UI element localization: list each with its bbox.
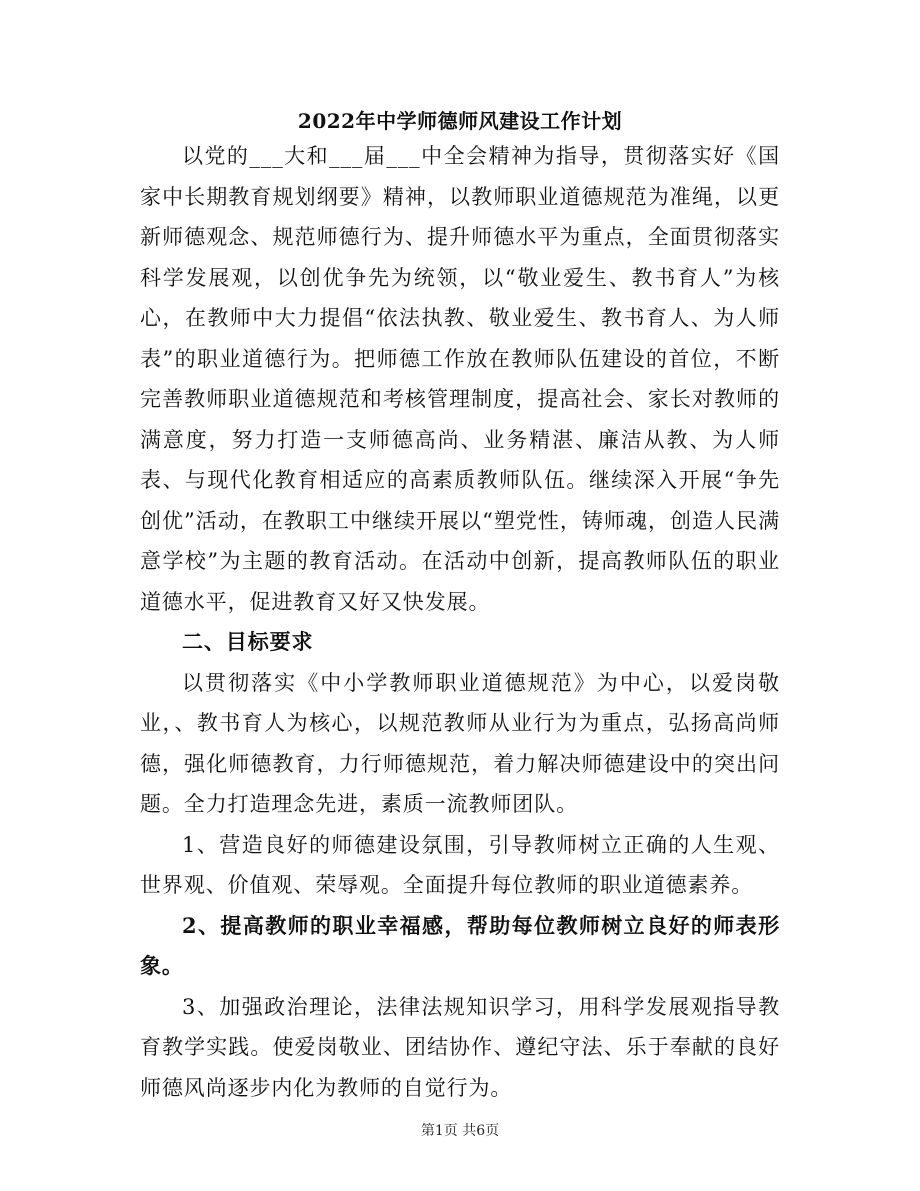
goal-item-1: 1、营造良好的师德建设氛围，引导教师树立正确的人生观、世界观、价值观、荣辱观。全面提升每位教师的职业道德素养。 xyxy=(140,832,780,897)
goal-item-3: 3、加强政治理论，法律法规知识学习，用科学发展观指导教育教学实践。使爱岗敬业、团结协作、遵纪守法、乐于奉献的良好师德风尚逐步内化为教师的自觉行为。 xyxy=(140,994,780,1100)
section-heading-goals: 二、目标要求 xyxy=(182,629,314,654)
goal-item-2: 2、提高教师的职业幸福感，帮助每位教师树立良好的师表形象。 xyxy=(140,912,780,978)
goals-paragraph: 以贯彻落实《中小学教师职业道德规范》为中心，以爱岗敬业，、教书育人为核心，以规范教师从业行为为重点，弘扬高尚师德，强化师德教育，力行师德规范，着力解决师德建设中的突出问题。全力打造理念先进，素质一流教师团队。 xyxy=(140,670,780,816)
document-body xyxy=(140,136,780,1108)
page-number-footer: 第1页 共6页 xyxy=(420,1123,500,1139)
intro-paragraph: 以党的___大和___届___中全会精神为指导，贯彻落实好《国家中长期教育规划纲要》精神，以教师职业道德规范为准绳，以更新师德观念、规范师德行为、提升师德水平为重点，全面贯彻落实科学发展观，以创优争先为统领，以“敬业爱生、教书育人”为核心，在教师中大力提倡“依法执教、敬业爱生、教书育人、为人师表”的职业道德行为。把师德工作放在教师队伍建设的首位，不断完善教师职业道德规范和考核管理制度，提高社会、家长对教师的满意度，努力打造一支师德高尚、业务精湛、廉洁从教、为人师表、与现代化教育相适应的高素质教师队伍。继续深入开展“争先创优”活动，在教职工中继续开展以“塑党性，铸师魂，创造人民满意学校”为主题的教育活动。在活动中创新，提高教师队伍的职业道德水平，促进教育又好又快发展。 xyxy=(140,144,780,614)
document-title: 2022年中学师德师风建设工作计划 xyxy=(297,109,623,133)
